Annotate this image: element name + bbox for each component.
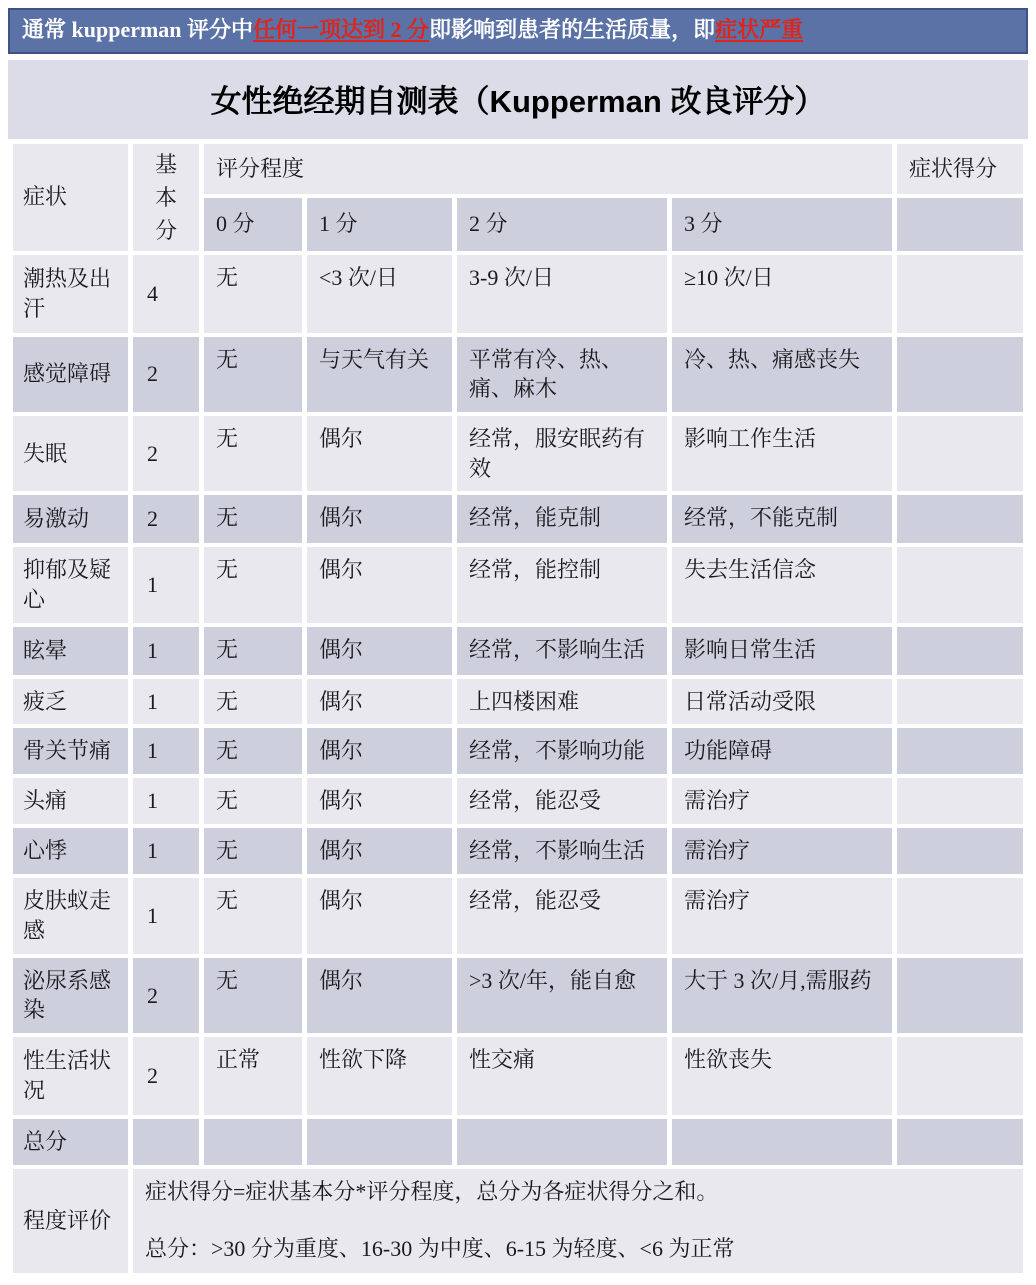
evaluation-label: 程度评价 xyxy=(13,1169,128,1273)
degree-2-cell: 性交痛 xyxy=(457,1037,667,1115)
header-degree-2: 2 分 xyxy=(457,198,667,251)
degree-3-cell: 冷、热、痛感丧失 xyxy=(672,337,892,412)
symptom-score-cell xyxy=(897,416,1023,491)
degree-2-cell: 经常，不影响功能 xyxy=(457,728,667,774)
degree-0-cell: 无 xyxy=(204,958,302,1033)
base-score: 1 xyxy=(133,627,199,675)
symptom-name: 眩晕 xyxy=(13,627,128,675)
symptom-name: 抑郁及疑心 xyxy=(13,547,128,622)
top-note-banner xyxy=(8,8,1028,54)
header-symptom: 症状 xyxy=(13,144,128,251)
symptom-score-cell xyxy=(897,547,1023,622)
degree-0-cell: 无 xyxy=(204,728,302,774)
degree-1-cell: 偶尔 xyxy=(307,828,452,874)
banner-highlight-severe: 症状严重 xyxy=(715,17,804,42)
degree-3-cell: 功能障碍 xyxy=(672,728,892,774)
degree-1-cell: 偶尔 xyxy=(307,627,452,675)
symptom-row xyxy=(13,828,1023,874)
degree-0-cell: 无 xyxy=(204,828,302,874)
degree-3-cell: 日常活动受限 xyxy=(672,679,892,725)
base-score: 2 xyxy=(133,337,199,412)
degree-1-cell: 偶尔 xyxy=(307,416,452,491)
header-base-score-label: 基本分 xyxy=(154,151,177,243)
symptom-name: 性生活状况 xyxy=(13,1037,128,1115)
symptom-row xyxy=(13,547,1023,622)
degree-0-cell: 无 xyxy=(204,495,302,543)
degree-0-cell: 正常 xyxy=(204,1037,302,1115)
degree-2-cell: 经常，不影响生活 xyxy=(457,828,667,874)
banner-highlight-threshold: 任何一项达到 2 分 xyxy=(253,17,430,42)
symptom-row xyxy=(13,495,1023,543)
symptom-row xyxy=(13,1037,1023,1115)
header-degree: 评分程度 xyxy=(204,144,892,194)
symptom-score-cell xyxy=(897,255,1023,333)
degree-0-cell: 无 xyxy=(204,337,302,412)
symptom-name: 潮热及出汗 xyxy=(13,255,128,333)
symptom-score-cell xyxy=(897,627,1023,675)
degree-2-cell: 经常，能忍受 xyxy=(457,878,667,953)
degree-3-cell: 失去生活信念 xyxy=(672,547,892,622)
symptom-row xyxy=(13,255,1023,333)
header-degree-3: 3 分 xyxy=(672,198,892,251)
degree-2-cell: 3-9 次/日 xyxy=(457,255,667,333)
symptom-row xyxy=(13,878,1023,953)
symptom-score-cell xyxy=(897,679,1023,725)
symptom-score-cell xyxy=(897,828,1023,874)
degree-1-cell: 偶尔 xyxy=(307,547,452,622)
total-score-label: 总分 xyxy=(13,1119,128,1165)
symptom-name: 感觉障碍 xyxy=(13,337,128,412)
evaluation-row xyxy=(13,1169,1023,1273)
degree-1-cell: 与天气有关 xyxy=(307,337,452,412)
header-degree-1: 1 分 xyxy=(307,198,452,251)
degree-1-cell: 性欲下降 xyxy=(307,1037,452,1115)
symptom-name: 易激动 xyxy=(13,495,128,543)
total-empty-cell xyxy=(457,1119,667,1165)
symptom-row xyxy=(13,627,1023,675)
symptom-score-cell xyxy=(897,1037,1023,1115)
degree-2-cell: 经常，能控制 xyxy=(457,547,667,622)
total-empty-cell xyxy=(204,1119,302,1165)
symptom-name: 泌尿系感染 xyxy=(13,958,128,1033)
total-empty-cell xyxy=(133,1119,199,1165)
symptom-score-cell xyxy=(897,878,1023,953)
degree-2-cell: >3 次/年，能自愈 xyxy=(457,958,667,1033)
symptom-name: 失眠 xyxy=(13,416,128,491)
degree-2-cell: 经常，不影响生活 xyxy=(457,627,667,675)
degree-1-cell: <3 次/日 xyxy=(307,255,452,333)
degree-0-cell: 无 xyxy=(204,255,302,333)
base-score: 2 xyxy=(133,1037,199,1115)
base-score: 2 xyxy=(133,958,199,1033)
header-symptom-score: 症状得分 xyxy=(897,144,1023,194)
total-score-value-cell xyxy=(897,1119,1023,1165)
degree-0-cell: 无 xyxy=(204,416,302,491)
base-score: 4 xyxy=(133,255,199,333)
symptom-score-cell xyxy=(897,495,1023,543)
degree-0-cell: 无 xyxy=(204,627,302,675)
degree-0-cell: 无 xyxy=(204,679,302,725)
degree-1-cell: 偶尔 xyxy=(307,495,452,543)
base-score: 1 xyxy=(133,728,199,774)
degree-0-cell: 无 xyxy=(204,778,302,824)
degree-1-cell: 偶尔 xyxy=(307,878,452,953)
degree-3-cell: 需治疗 xyxy=(672,778,892,824)
degree-1-cell: 偶尔 xyxy=(307,728,452,774)
degree-3-cell: ≥10 次/日 xyxy=(672,255,892,333)
header-degree-0: 0 分 xyxy=(204,198,302,251)
base-score: 1 xyxy=(133,547,199,622)
degree-1-cell: 偶尔 xyxy=(307,778,452,824)
degree-2-cell: 平常有冷、热、痛、麻木 xyxy=(457,337,667,412)
symptom-row xyxy=(13,958,1023,1033)
base-score: 1 xyxy=(133,878,199,953)
symptom-row xyxy=(13,416,1023,491)
degree-3-cell: 影响日常生活 xyxy=(672,627,892,675)
degree-2-cell: 经常，能忍受 xyxy=(457,778,667,824)
symptom-name: 疲乏 xyxy=(13,679,128,725)
evaluation-formula: 症状得分=症状基本分*评分程度，总分为各症状得分之和。 xyxy=(145,1178,719,1204)
base-score: 1 xyxy=(133,679,199,725)
degree-3-cell: 需治疗 xyxy=(672,828,892,874)
base-score: 1 xyxy=(133,778,199,824)
degree-2-cell: 上四楼困难 xyxy=(457,679,667,725)
symptom-name: 骨关节痛 xyxy=(13,728,128,774)
evaluation-text-cell xyxy=(133,1169,1023,1273)
degree-2-cell: 经常，服安眠药有效 xyxy=(457,416,667,491)
symptom-name: 头痛 xyxy=(13,778,128,824)
degree-1-cell: 偶尔 xyxy=(307,679,452,725)
symptom-score-cell xyxy=(897,728,1023,774)
base-score: 1 xyxy=(133,828,199,874)
total-empty-cell xyxy=(307,1119,452,1165)
header-row-1 xyxy=(13,144,1023,194)
symptom-row xyxy=(13,679,1023,725)
kupperman-table xyxy=(8,140,1028,1277)
degree-2-cell: 经常，能克制 xyxy=(457,495,667,543)
total-empty-cell xyxy=(672,1119,892,1165)
total-score-row xyxy=(13,1119,1023,1165)
symptom-row xyxy=(13,778,1023,824)
degree-3-cell: 经常，不能克制 xyxy=(672,495,892,543)
degree-1-cell: 偶尔 xyxy=(307,958,452,1033)
banner-text-1: 通常 kupperman 评分中 xyxy=(22,17,254,42)
base-score: 2 xyxy=(133,495,199,543)
symptom-score-cell xyxy=(897,958,1023,1033)
base-score: 2 xyxy=(133,416,199,491)
degree-3-cell: 大于 3 次/月,需服药 xyxy=(672,958,892,1033)
degree-3-cell: 需治疗 xyxy=(672,878,892,953)
evaluation-grading: 总分：>30 分为重度、16-30 为中度、6-15 为轻度、<6 为正常 xyxy=(145,1236,735,1262)
symptom-row xyxy=(13,728,1023,774)
symptom-name: 心悸 xyxy=(13,828,128,874)
degree-0-cell: 无 xyxy=(204,547,302,622)
degree-3-cell: 性欲丧失 xyxy=(672,1037,892,1115)
symptom-score-cell xyxy=(897,337,1023,412)
header-base-score xyxy=(133,144,199,251)
degree-3-cell: 影响工作生活 xyxy=(672,416,892,491)
page-title: 女性绝经期自测表（Kupperman 改良评分） xyxy=(8,60,1028,139)
symptom-name: 皮肤蚁走感 xyxy=(13,878,128,953)
symptom-score-cell xyxy=(897,778,1023,824)
banner-text-2: 即影响到患者的生活质量，即 xyxy=(429,17,716,42)
symptom-row xyxy=(13,337,1023,412)
degree-0-cell: 无 xyxy=(204,878,302,953)
header-score-empty-cell xyxy=(897,198,1023,251)
